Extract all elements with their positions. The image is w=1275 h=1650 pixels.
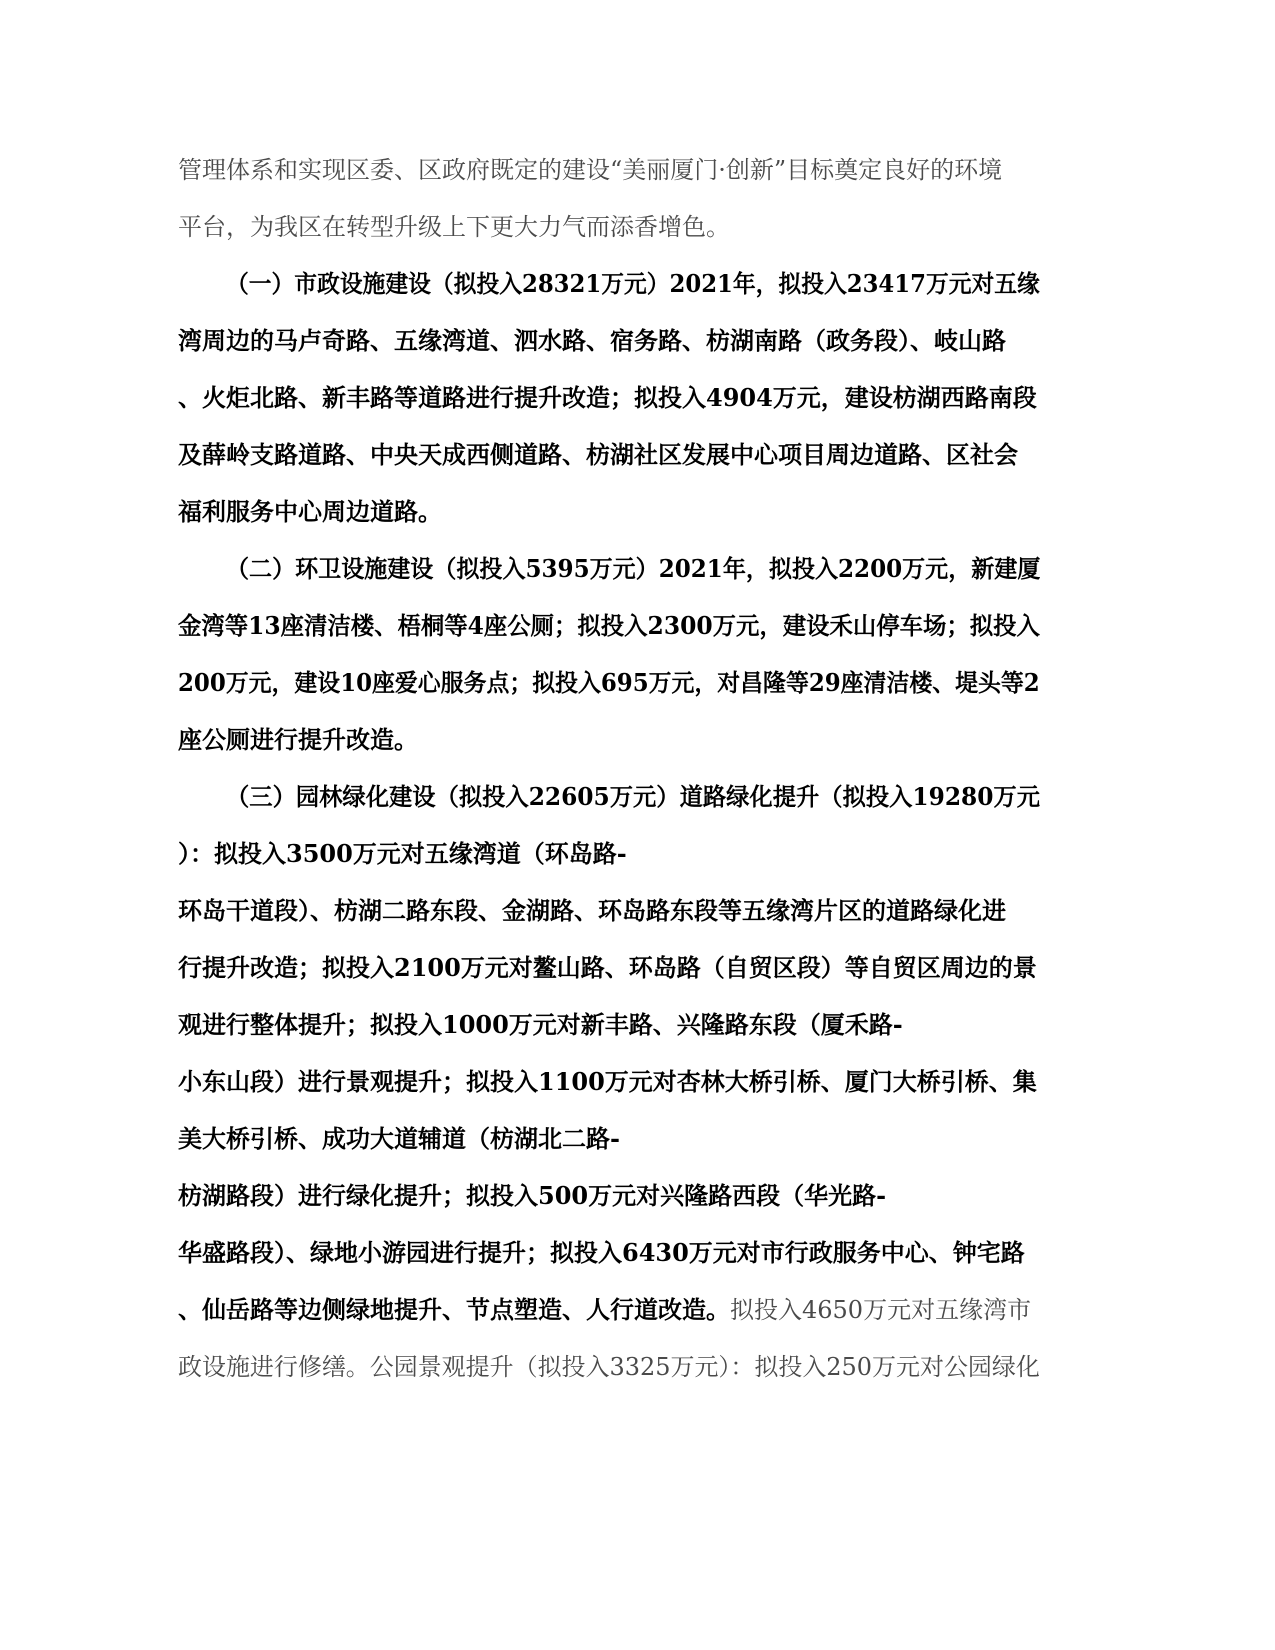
paragraph-line bbox=[178, 1295, 1031, 1325]
bold-segment: 、仙岳路等边侧绿地提升、节点塑造、人行道改造。 bbox=[178, 1295, 730, 1324]
paragraph-line: 湾周边的马卢奇路、五缘湾道、泗水路、宿务路、枋湖南路（政务段）、岐山路 bbox=[178, 326, 1006, 355]
section-heading-line: （二）环卫设施建设（拟投入5395万元）2021年，拟投入2200万元，新建厦 bbox=[226, 554, 1041, 583]
paragraph-line: 行提升改造；拟投入2100万元对鳌山路、环岛路（自贸区段）等自贸区周边的景 bbox=[178, 953, 1037, 982]
paragraph-line: 管理体系和实现区委、区政府既定的建设“美丽厦门·创新”目标奠定良好的环境 bbox=[178, 156, 1003, 184]
section-heading-line: （一）市政设施建设（拟投入28321万元）2021年，拟投入23417万元对五缘 bbox=[226, 269, 1040, 298]
paragraph-line: 、火炬北路、新丰路等道路进行提升改造；拟投入4904万元，建设枋湖西路南段 bbox=[178, 383, 1037, 412]
paragraph-line: 福利服务中心周边道路。 bbox=[178, 497, 442, 526]
paragraph-line: 华盛路段）、绿地小游园进行提升；拟投入6430万元对市行政服务中心、钟宅路 bbox=[178, 1238, 1025, 1267]
paragraph-line: 座公厕进行提升改造。 bbox=[178, 725, 418, 754]
paragraph-line: 平台，为我区在转型升级上下更大力气而添香增色。 bbox=[178, 213, 730, 241]
paragraph-line: 美大桥引桥、成功大道辅道（枋湖北二路- bbox=[178, 1124, 620, 1153]
regular-segment: 拟投入4650万元对五缘湾市 bbox=[730, 1296, 1032, 1324]
paragraph-line: 小东山段）进行景观提升；拟投入1100万元对杏林大桥引桥、厦门大桥引桥、集 bbox=[178, 1067, 1037, 1096]
paragraph-line: 枋湖路段）进行绿化提升；拟投入500万元对兴隆路西段（华光路- bbox=[178, 1181, 887, 1210]
paragraph-line: 金湾等13座清洁楼、梧桐等4座公厕；拟投入2300万元，建设禾山停车场；拟投入 bbox=[178, 611, 1040, 640]
paragraph-line: 环岛干道段）、枋湖二路东段、金湖路、环岛路东段等五缘湾片区的道路绿化进 bbox=[178, 896, 1006, 925]
paragraph-line: 200万元，建设10座爱心服务点；拟投入695万元，对昌隆等29座清洁楼、堤头等2 bbox=[178, 668, 1040, 697]
paragraph-line: 及薛岭支路道路、中央天成西侧道路、枋湖社区发展中心项目周边道路、区社会 bbox=[178, 440, 1018, 469]
paragraph-line: 观进行整体提升；拟投入1000万元对新丰路、兴隆路东段（厦禾路- bbox=[178, 1010, 903, 1039]
paragraph-line: 政设施进行修缮。公园景观提升（拟投入3325万元）：拟投入250万元对公园绿化 bbox=[178, 1353, 1040, 1381]
paragraph-line: ）：拟投入3500万元对五缘湾道（环岛路- bbox=[178, 839, 627, 868]
section-heading-line: （三）园林绿化建设（拟投入22605万元）道路绿化提升（拟投入19280万元 bbox=[226, 782, 1040, 811]
